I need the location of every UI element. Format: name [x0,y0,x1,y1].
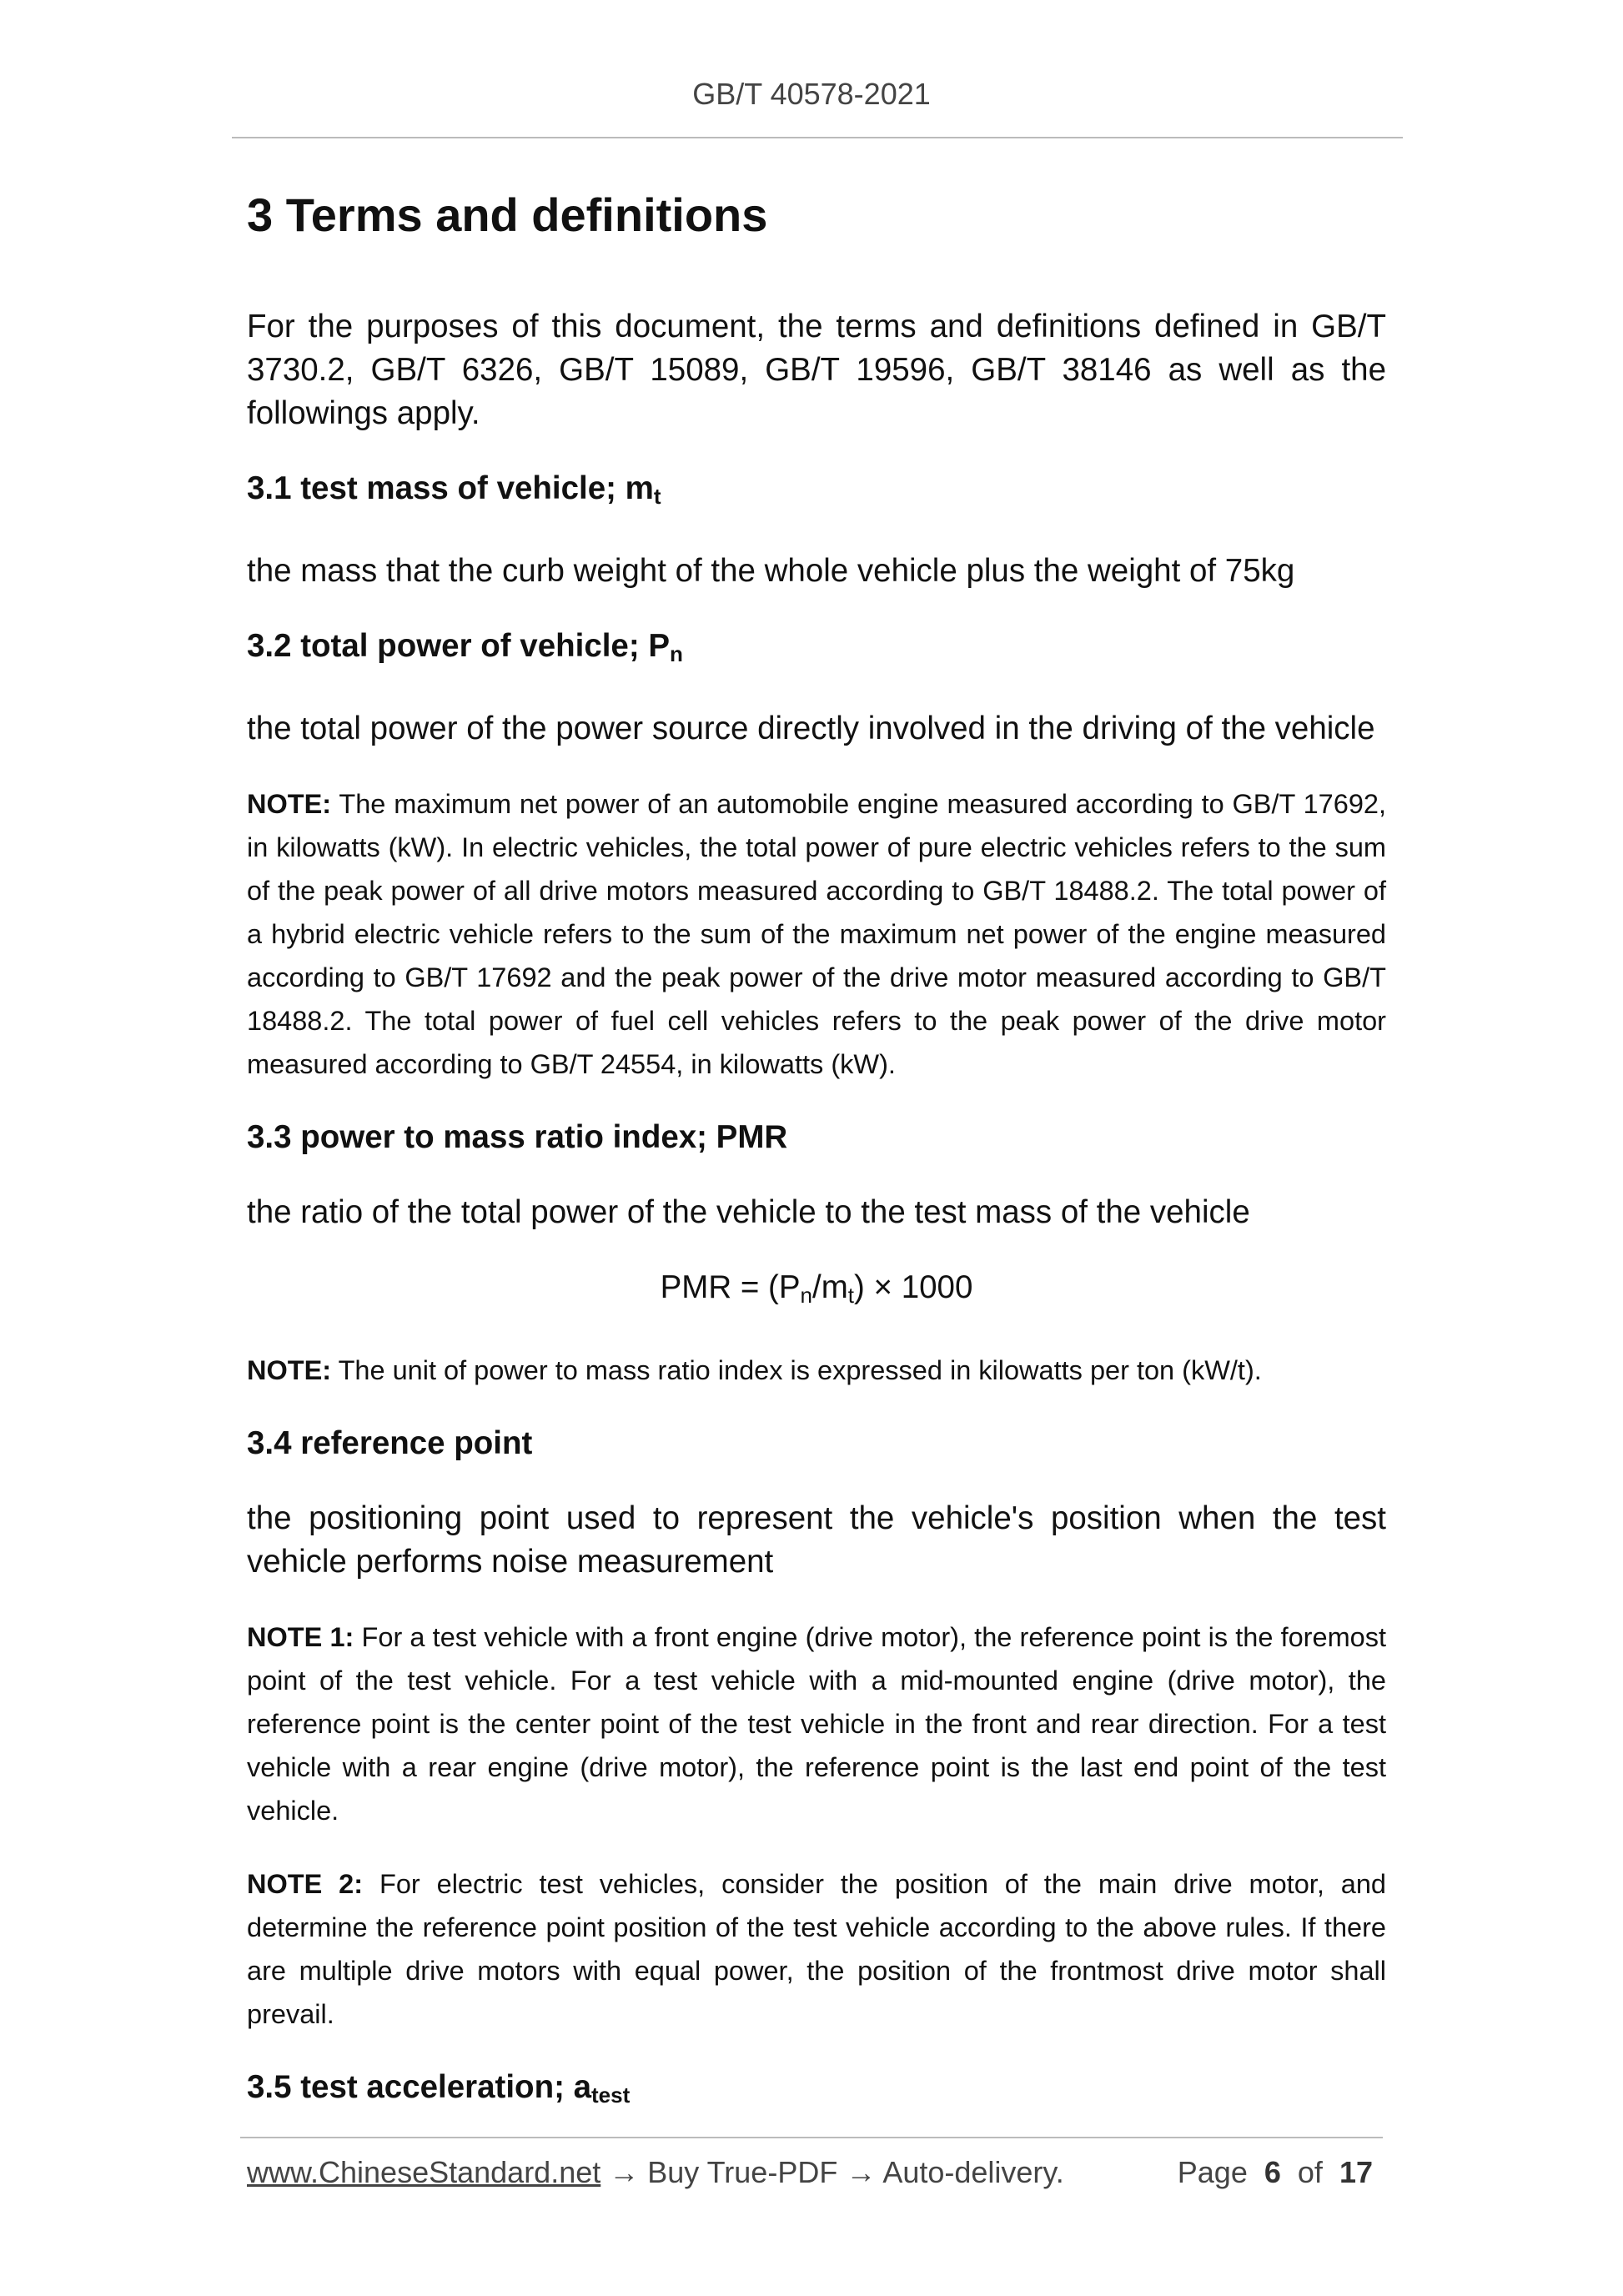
term-3-4-note-1: NOTE 1: For a test vehicle with a front engine (drive motor), the reference point is the foremost point of the test vehicle. For a test vehicle with a mid-mounted engine (drive motor), the reference point is the center point of the test vehicle in the front and rear direction. For a test vehicle with a rear engine (drive motor), the reference point is the last end point of the test vehicle. [247,1622,1387,1826]
footer-divider [240,2137,1383,2138]
term-3-3-heading: 3.3 power to mass ratio index; PMR [247,1119,788,1155]
section-intro: For the purposes of this document, the terms and definitions defined in GB/T 3730.2, GB/T 6326, GB/T 15089, GB/T 19596, GB/T 38146 as well as the followings apply. [247,309,1386,431]
page-total: 17 [1339,2155,1373,2189]
term-3-4-heading: 3.4 reference point [247,1425,533,1461]
note-label: NOTE: [247,789,332,819]
page-header: GB/T 40578-2021 [692,77,931,111]
document-body [247,185,1386,2148]
term-3-5-heading: 3.5 test acceleration; $a_{test}$ [247,2069,631,2108]
term-3-3-note: NOTE: The unit of power to mass ratio index is expressed in kilowatts per ton (kW/t). [247,1355,1262,1385]
term-3-4-definition: the positioning point used to represent the vehicle's position when the test vehicle performs noise measurement [247,1500,1386,1580]
term-3-1-heading: 3.1 test mass of vehicle; $m_t$ [247,470,661,509]
footer-tagline: → Buy True-PDF → Auto-delivery. [600,2155,1064,2189]
term-3-1-definition: the mass that the curb weight of the whole vehicle plus the weight of 75kg [247,553,1295,589]
section-title: 3 Terms and definitions [247,188,768,241]
note-label: NOTE 1: [247,1622,354,1652]
note-label: NOTE: [247,1355,332,1385]
page-footer [247,2155,1386,2190]
term-3-4-note-2: NOTE 2: For electric test vehicles, consider the position of the main drive motor, and determine the reference point position of the test vehicle according to the above rules. If there are multiple drive motors with equal power, the position of the frontmost drive motor shall prevail. [247,1869,1386,2029]
page-indicator: Page 6 of 17 [1177,2155,1373,2189]
website-link[interactable]: www.ChineseStandard.net [247,2155,601,2189]
pmr-formula: PMR = $(P_n/m_t) \times 1000$ [660,1269,973,1308]
header-divider [232,137,1403,138]
term-3-3-definition: the ratio of the total power of the vehicle to the test mass of the vehicle [247,1194,1250,1230]
page-number: 6 [1264,2155,1281,2189]
term-3-2-heading: 3.2 total power of vehicle; $P_n$ [247,628,683,666]
term-3-2-definition: the total power of the power source directly involved in the driving of the vehicle [247,711,1375,746]
note-label: NOTE 2: [247,1869,364,1899]
term-3-2-note: NOTE: The maximum net power of an automobile engine measured according to GB/T 17692, in kilowatts (kW). In electric vehicles, the total power of pure electric vehicles refers to the sum of the peak power of all drive motors measured according to GB/T 18488.2. The total power of a hybrid electric vehicle refers to the sum of the maximum net power of the engine measured according to GB/T 17692 and the peak power of the drive motor measured according to GB/T 18488.2. The total power of fuel cell vehicles refers to the peak power of the drive motor measured according to GB/T 24554, in kilowatts (kW). [247,789,1387,1079]
